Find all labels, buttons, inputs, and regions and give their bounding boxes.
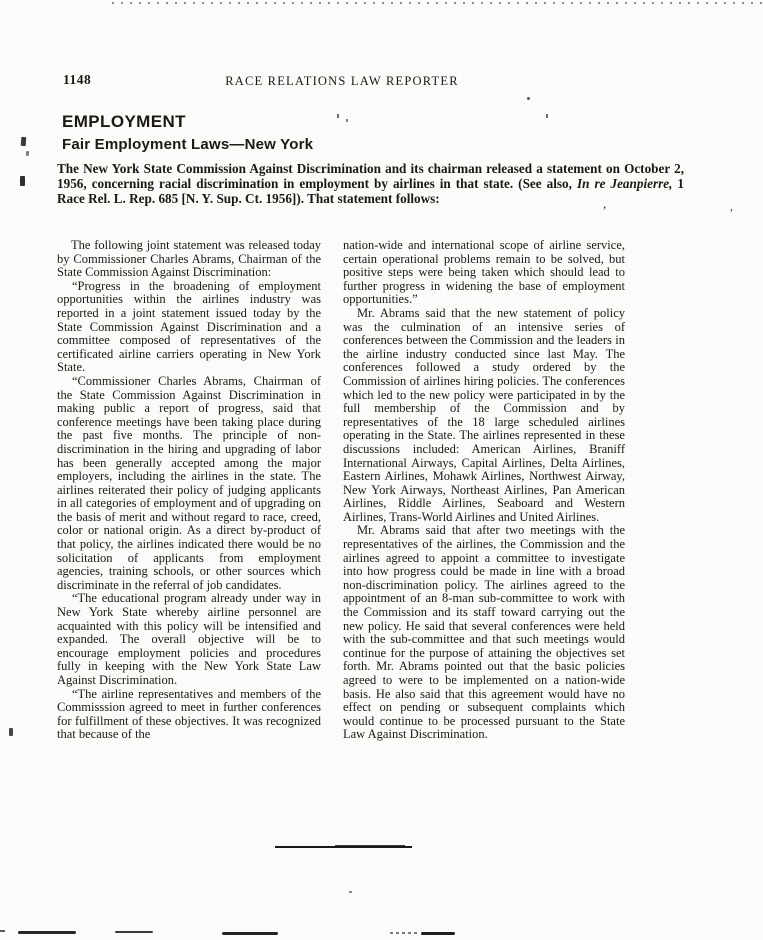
page-edge-dotted-line <box>112 2 763 4</box>
scan-speck <box>26 151 29 156</box>
paragraph-quote-3: “The educational program already under way in New York State whereby airline personnel are acquainted with this policy will be intensified and expanded. The overall objective will be to encourage employment policies and procedures fully in keeping with the New York State Law Against Discrimination. <box>57 591 321 687</box>
section-title: EMPLOYMENT <box>62 112 186 131</box>
paragraph-abrams-1: Mr. Abrams said that the new statement of policy was the culmination of an intensive series of conferences between the Commission and the leaders in the airline industry conducted since last May. The conferences followed a study ordered by the Commission of airlines hiring policies. The conferences which led to the new policy were participated in by the full membership of the Commission and by representatives of the 18 large scheduled airlines operating in the State. The airlines represented in these discussions included: American Airlines, Braniff International Airways, Capital Airlines, Delta Airlines, Eastern Airlines, Mohawk Airlines, Northwest Airway, New York Airways, Northeast Airlines, Pan American Airlines, Riddle Airlines, Seaboard and Western Airlines, Trans-World Airlines and United Airlines. <box>343 305 625 524</box>
paragraph-quote-1: “Progress in the broadening of employment opportunities within the airlines industry was reported in a joint statement issued today by the State Commission Against Discrimination and a committee composed of representatives of the certificated airline carriers operating in New York State. <box>57 278 321 375</box>
headnote-tail: 1 Race Rel. L. Rep. 685 [N. Y. Sup. Ct. 1956]). That statement follows: <box>57 176 685 206</box>
column-left <box>57 239 321 742</box>
paragraph-quote-2: “Commissioner Charles Abrams, Chairman of the State Commission Against Discrimination in making public a report of progress, said that conference meetings have been taking place during the past five months. The principle of non-discrimination in the hiring and upgrading of labor has been generally accepted among the major employers, including the airlines in the state. The airlines reiterated their policy of judging applicants in all categories of employment and of upgrading on the basis of merit and without regard to race, creed, color or national origin. As a direct by-product of that policy, the airlines indicated there would be no solicitation of applicants from employment agencies, training schools, or other sources which discriminate in the referral of job candidates. <box>57 373 321 592</box>
scan-speck <box>20 176 25 186</box>
paragraph-quote-continuation: nation-wide and international scope of airline service, certain operational problems remain to be solved, but positive steps were being taken which should lead to further progress in widening the base of employment opportunities.” <box>343 238 625 307</box>
scan-speck <box>9 728 13 736</box>
scan-smudge <box>421 932 455 935</box>
scan-speck: , <box>603 196 607 211</box>
scan-speck <box>346 119 348 122</box>
paragraph-quote-4: “The airline representatives and members of the Commisssion agreed to meet in further conferences for fulfillment of these objectives. It was recognized that because of the <box>57 686 321 742</box>
scan-speck <box>337 114 339 118</box>
scan-smudge <box>222 932 278 935</box>
page-header <box>57 72 627 90</box>
running-head: RACE RELATIONS LAW REPORTER <box>225 74 459 88</box>
scan-smudge <box>390 932 420 934</box>
case-citation: In re Jeanpierre, <box>576 176 673 191</box>
scan-smudge <box>115 931 153 933</box>
scan-speck: , <box>730 199 733 213</box>
scan-speck <box>527 97 530 100</box>
headnote-lead: The New York State Commission Against Discrimination and its chairman released a statement on October 2, 1956, concerning racial discrimination in employment by airlines in that state. (See also, <box>57 161 684 191</box>
scan-smudge <box>0 930 5 932</box>
paragraph-abrams-2: Mr. Abrams said that after two meetings with the representatives of the airlines, the Commission and the airlines agreed to appoint a committee to investigate into how progress could be made in line with a broad non-discrimination policy. The airlines agreed to the appointment of an 8-man sub-committee to work with the Commission and its staff toward carrying out the new policy. He said that several conferences were held with the sub-committee and that such meetings would continue for the purpose of attaining the objectives set forth. Mr. Abrams pointed out that the basic policies agreed to were to be implemented on a nation-wide basis. He also said that this agreement would have no effect on pending or subsequent complaints which would continue to be processed pursuant to the State Law Against Discrimination. <box>343 523 625 742</box>
article-title: Fair Employment Laws—New York <box>62 136 314 153</box>
paragraph-intro: The following joint statement was released today by Commissioner Charles Abrams, Chairman of the State Commission Against Discrimination: <box>57 238 321 280</box>
column-right <box>343 239 625 742</box>
section-separator-rule <box>275 846 412 848</box>
headnote <box>57 161 684 206</box>
page-number: 1148 <box>63 72 92 87</box>
scan-speck <box>349 891 352 893</box>
scan-smudge <box>18 931 76 934</box>
scan-speck <box>21 137 27 146</box>
scan-speck <box>546 114 548 118</box>
